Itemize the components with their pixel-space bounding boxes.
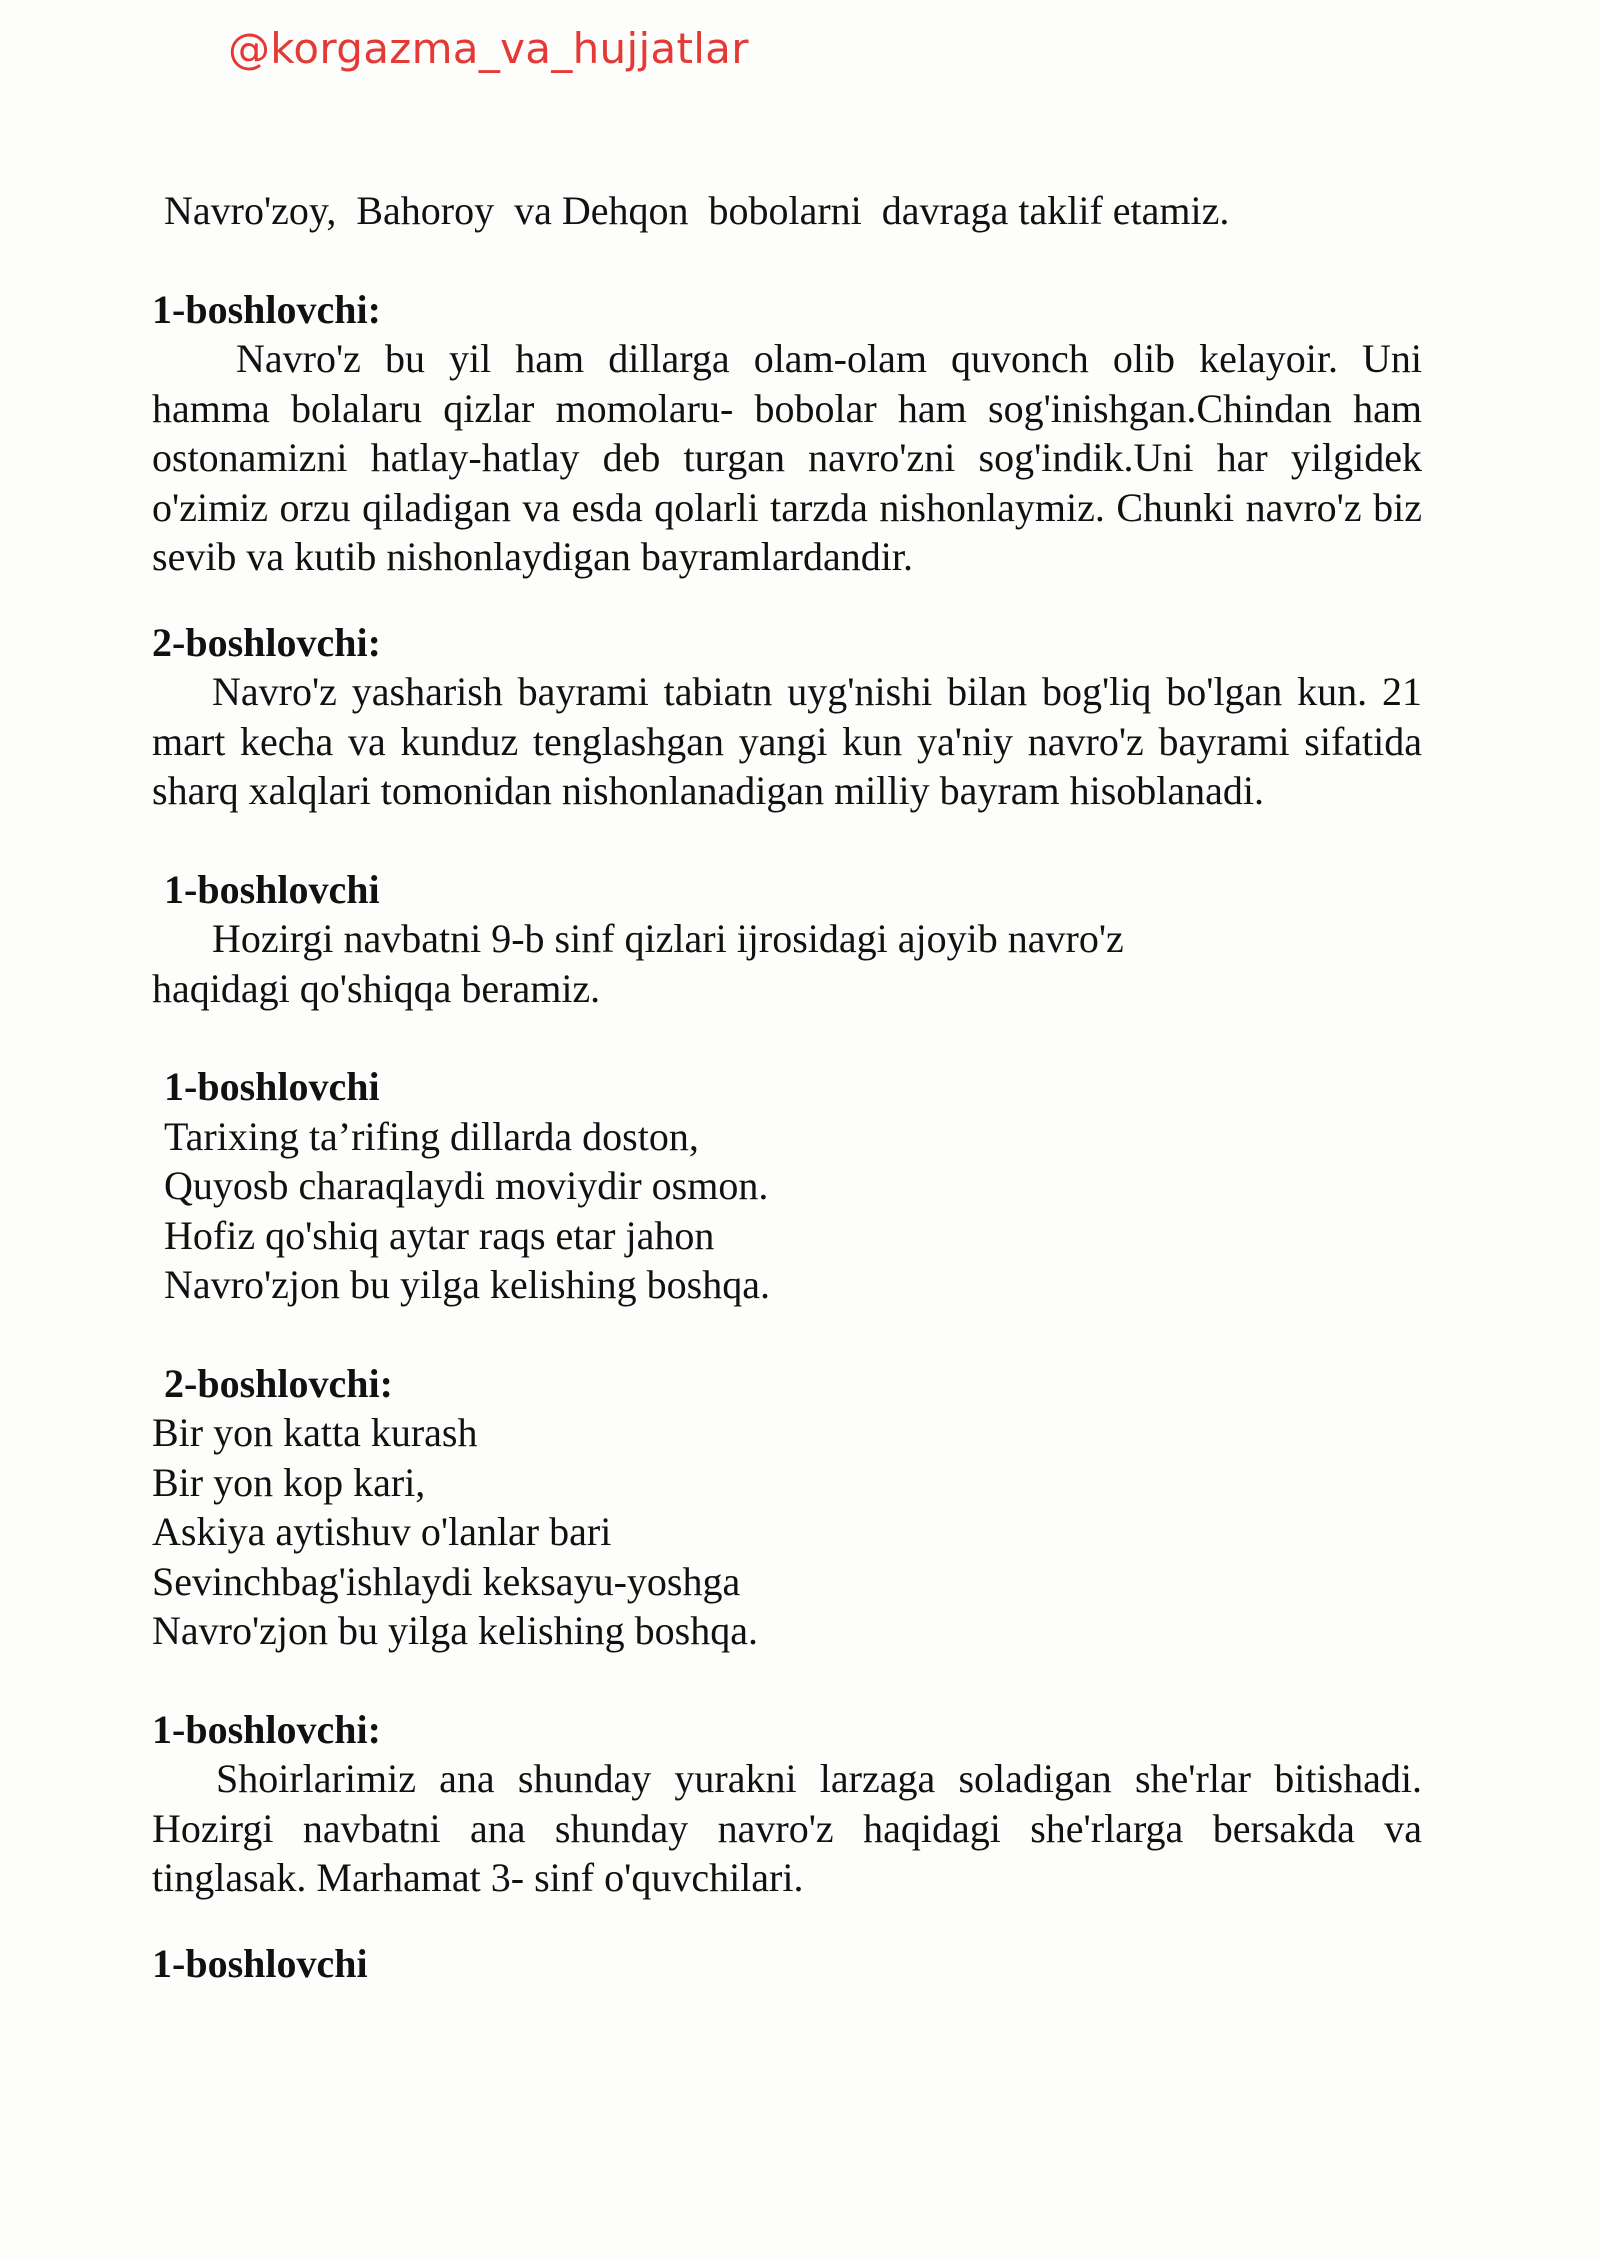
section-heading: 1-boshlovchi: [152, 1940, 368, 1986]
section-heading: 2-boshlovchi:: [152, 619, 381, 665]
section-line: haqidagi qo'shiqqa beramiz.: [152, 965, 601, 1011]
watermark-text: @korgazma_va_hujjatlar: [228, 24, 749, 73]
verse-line: Navro'zjon bu yilga kelishing boshqa.: [164, 1262, 770, 1307]
section-heading: 1-boshlovchi:: [152, 1706, 381, 1752]
verse-line: Askiya aytishuv o'lanlar bari: [152, 1509, 612, 1554]
verse-line: Sevinchbag'ishlaydi keksayu-yoshga: [152, 1558, 741, 1604]
section-paragraph: Navro'z bu yil ham dillarga olam-olam quvonch olib kelayoir. Uni hamma bolalaru qizlar momolaru- bobolar ham sog'inishgan.Chindan ham ostonamizni hatlay-hatlay deb turgan navro'zni sog'indik.Uni har yilgidek o'zimiz orzu qiladigan va esda qolarli tarzda nishonlaymiz. Chunki navro'z biz sevib va kutib nishonlaydigan bayramlardandir.: [152, 336, 1422, 579]
section-paragraph: Shoirlarimiz ana shunday yurakni larzaga soladigan she'rlar bitishadi. Hozirgi navbatni ana shunday navro'z haqidagi she'rlarga bersakda va tinglasak. Marhamat 3- sinf o'quvchilari.: [152, 1756, 1422, 1900]
document-body: [152, 186, 1422, 1988]
section-heading: 2-boshlovchi:: [164, 1360, 393, 1406]
verse-line: Quyosb charaqlaydi moviydir osmon.: [164, 1163, 769, 1208]
verse-line: Bir yon kop kari,: [152, 1459, 426, 1505]
verse-line: Hofiz qo'shiq aytar raqs etar jahon: [164, 1212, 715, 1258]
section-heading: 1-boshlovchi: [164, 866, 380, 912]
verse-line: Tarixing ta’rifing dillarda doston,: [164, 1113, 699, 1159]
section-line: Hozirgi navbatni 9-b sinf qizlari ijrosidagi ajoyib navro'z: [152, 916, 1124, 961]
section-heading: 1-boshlovchi: [164, 1064, 380, 1109]
verse-line: Navro'zjon bu yilga kelishing boshqa.: [152, 1608, 758, 1653]
intro-paragraph: Navro'zoy, Bahoroy va Dehqon bobolarni davraga taklif etamiz.: [164, 188, 1230, 233]
section-paragraph: Navro'z yasharish bayrami tabiatn uyg'nishi bilan bog'liq bo'lgan kun. 21 mart kecha va kunduz tenglashgan yangi kun ya'niy navro'z bayrami sifatida sharq xalqlari tomonidan nishonlanadigan milliy bayram hisoblanadi.: [152, 669, 1422, 813]
section-heading: 1-boshlovchi:: [152, 286, 381, 332]
verse-line: Bir yon katta kurash: [152, 1410, 478, 1455]
